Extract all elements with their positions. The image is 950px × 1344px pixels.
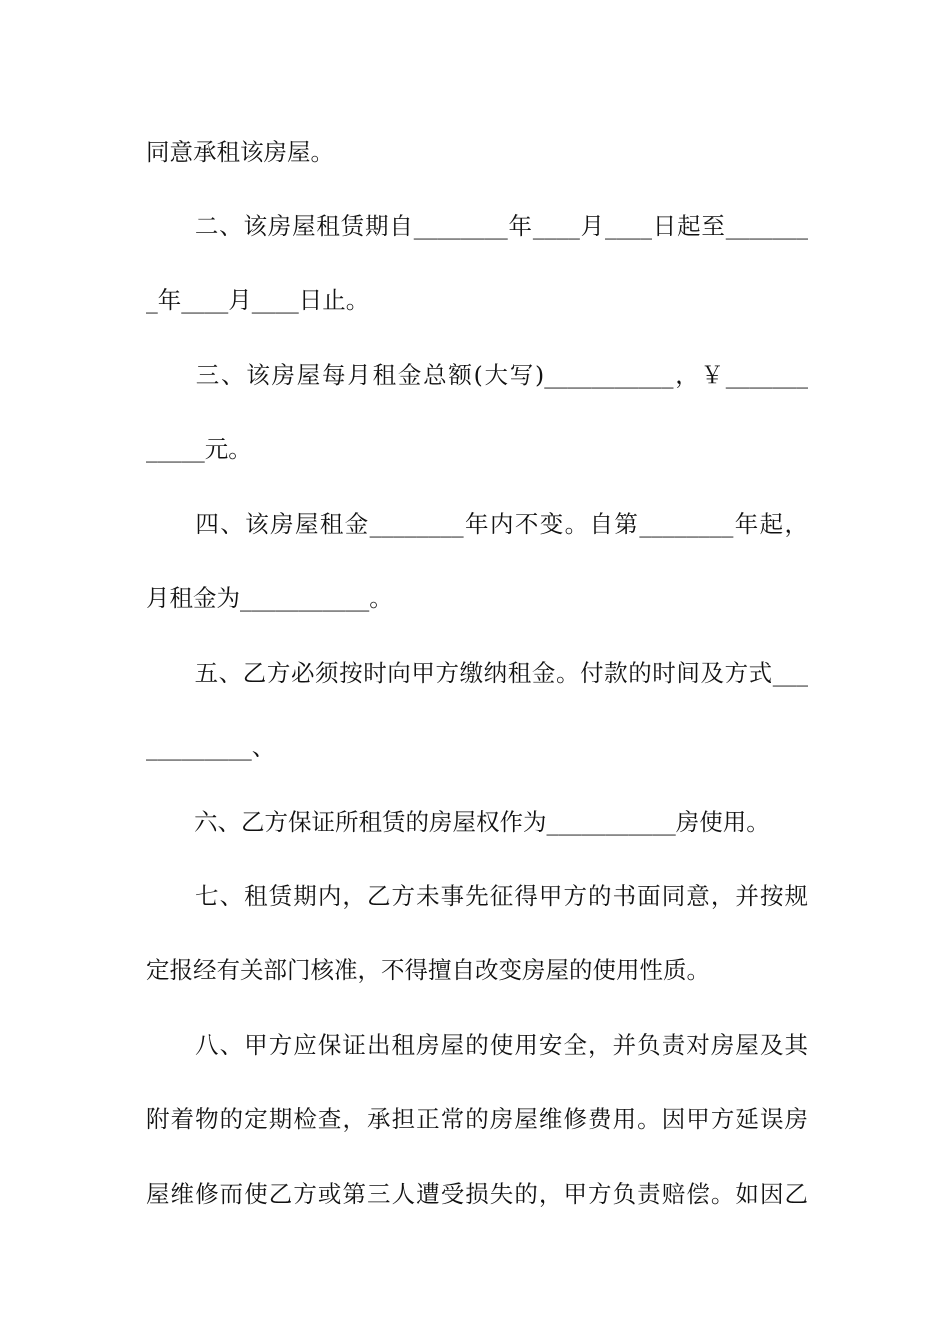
text-line-content: 七、租赁期内，乙方未事先征得甲方的书面同意，并按规: [194, 882, 808, 910]
text-line: [146, 876, 808, 916]
text-line-content: 三、该房屋每月租金总额(大写)___________，￥_______: [194, 361, 808, 389]
text-line: 附着物的定期检查，承担正常的房屋维修费用。因甲方延误房: [146, 1105, 808, 1133]
text-line-content: 六、乙方保证所租赁的房屋权作为___________房使用。: [194, 808, 770, 836]
text-line: 同意承租该房屋。: [146, 138, 334, 166]
text-line: [146, 355, 808, 395]
text-line-content: 五、乙方必须按时向甲方缴纳租金。付款的时间及方式___: [194, 659, 808, 687]
text-line: _年____月____日止。: [146, 286, 370, 314]
text-line: [146, 802, 808, 842]
text-line: [146, 206, 808, 246]
text-line-content: 八、甲方应保证出租房屋的使用安全，并负责对房屋及其: [194, 1031, 808, 1059]
text-line: 屋维修而使乙方或第三人遭受损失的，甲方负责赔偿。如因乙: [146, 1180, 808, 1208]
text-line: 定报经有关部门核准，不得擅自改变房屋的使用性质。: [146, 956, 710, 984]
text-line: [146, 653, 808, 693]
text-line: _____元。: [146, 435, 252, 463]
text-line: [146, 1025, 808, 1065]
text-line: _________、: [146, 733, 276, 761]
text-line-content: 四、该房屋租金________年内不变。自第________年起，: [194, 510, 808, 538]
text-line-content: 二、该房屋租赁期自________年____月____日起至_______: [194, 212, 808, 240]
text-line: 月租金为___________。: [146, 584, 393, 612]
text-line: [146, 504, 808, 544]
